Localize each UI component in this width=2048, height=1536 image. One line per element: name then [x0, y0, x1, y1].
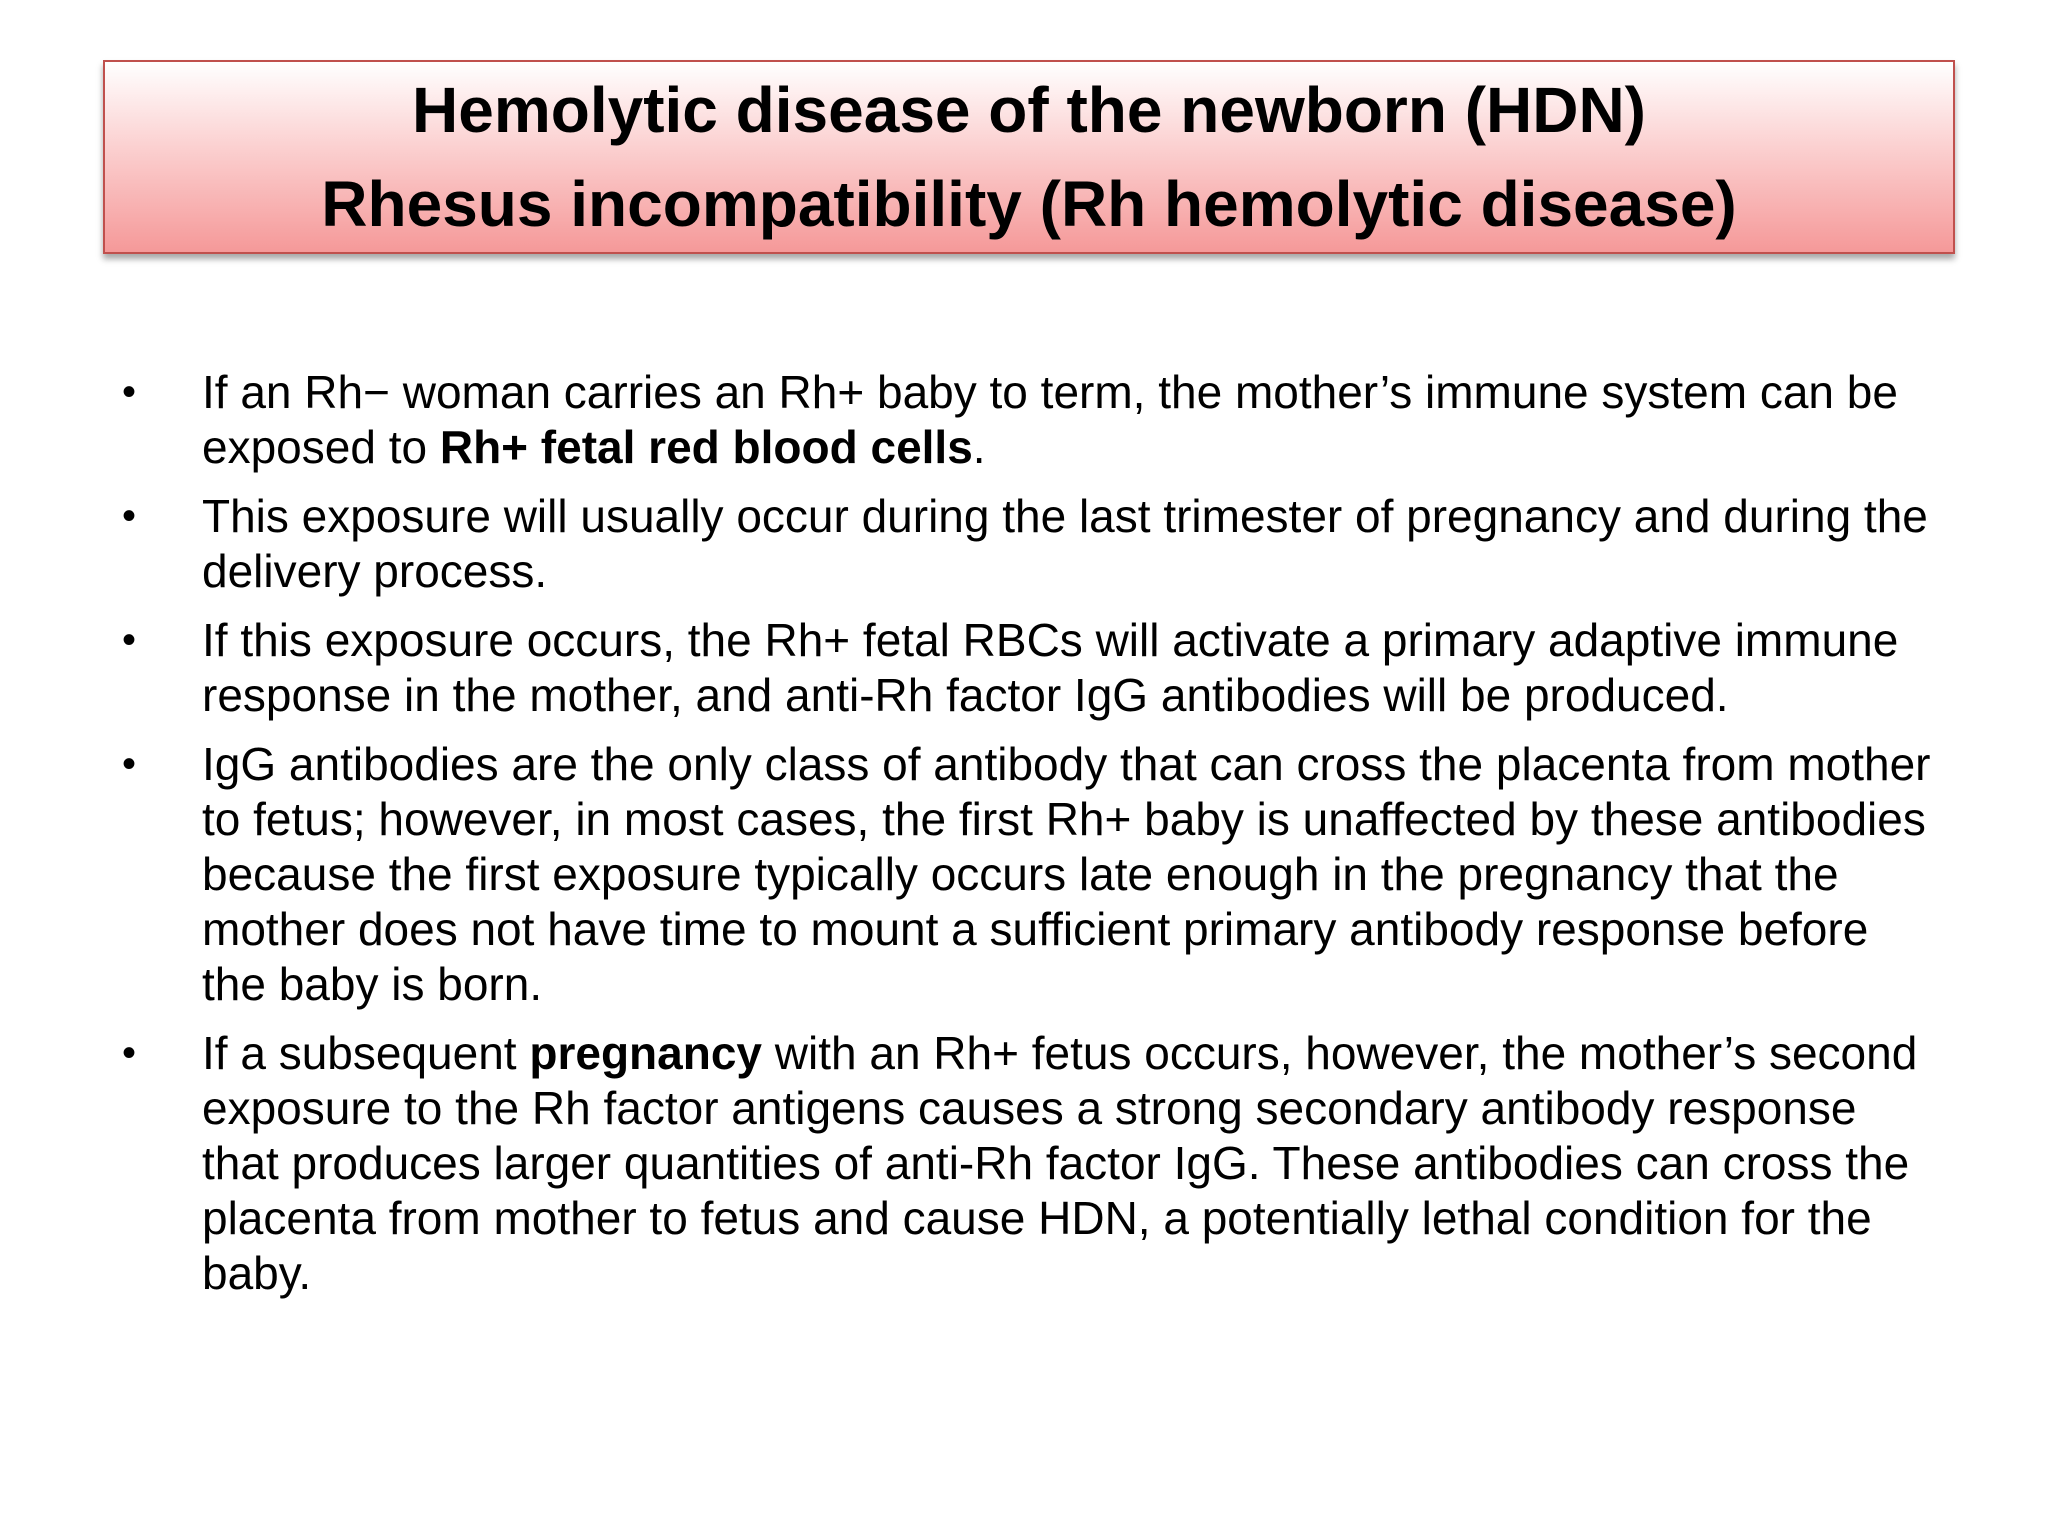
bullet-text: If an Rh− woman carries an Rh+ baby to term, the mother’s immune system can be exposed to — [202, 366, 1898, 473]
bullet-marker: • — [122, 742, 137, 786]
slide-title-line-2: Rhesus incompatibility (Rh hemolytic disease) — [321, 168, 1737, 240]
bullet-text: If this exposure occurs, the Rh+ fetal RBCs will activate a primary adaptive immune response in the mother, and anti-Rh factor IgG antibodies will be produced. — [202, 614, 1899, 721]
slide-title-line-1: Hemolytic disease of the newborn (HDN) — [412, 74, 1646, 146]
bullet-text: IgG antibodies are the only class of antibody that can cross the placenta from mother to fetus; however, in most cases, the first Rh+ baby is unaffected by these antibodies because the first exposure typically occurs late enough in the pregnancy that the mother does not have time to mount a sufficient primary antibody response before the baby is born. — [202, 738, 1931, 1010]
bullet-list — [120, 365, 1940, 1315]
bullet-bold-text: Rh+ fetal red blood cells — [439, 421, 973, 473]
bullet-marker: • — [122, 1031, 137, 1075]
bullet-bold-text: pregnancy — [529, 1027, 762, 1079]
bullet-item — [120, 489, 1940, 599]
bullet-text-end: . — [972, 421, 986, 473]
bullet-text: This exposure will usually occur during the last trimester of pregnancy and during the delivery process. — [202, 490, 1928, 597]
bullet-item — [120, 613, 1940, 723]
bullet-item — [120, 365, 1940, 475]
bullet-text-end: with an Rh+ fetus occurs, however, the mother’s second exposure to the Rh factor antigens causes a strong secondary antibody response that produces larger quantities of anti-Rh factor IgG. These antibodies can cross the placenta from mother to fetus and cause HDN, a potentially lethal condition for the baby. — [202, 1027, 1918, 1299]
bullet-marker: • — [122, 494, 137, 538]
bullet-item — [120, 737, 1940, 1012]
bullet-marker: • — [122, 370, 137, 414]
bullet-item — [120, 1026, 1940, 1301]
bullet-text: If a subsequent — [202, 1027, 530, 1079]
slide-title-box — [103, 60, 1955, 254]
bullet-marker: • — [122, 618, 137, 662]
